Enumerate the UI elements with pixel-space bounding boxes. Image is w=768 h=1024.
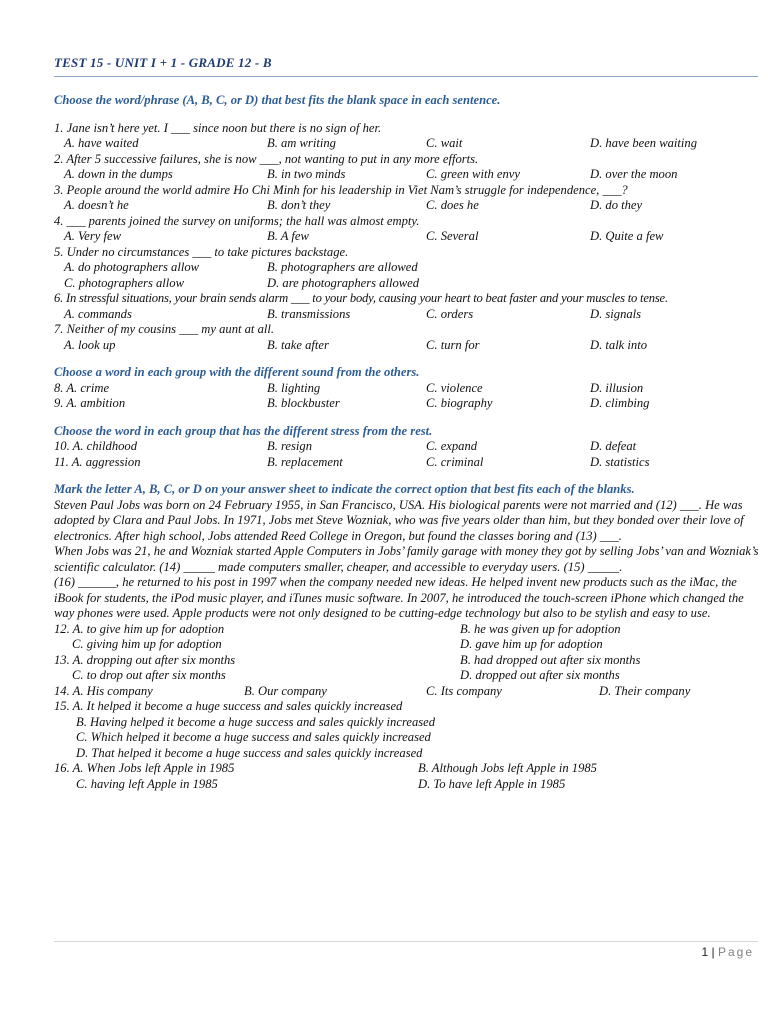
option-a: 12. A. to give him up for adoption (54, 621, 225, 636)
option-d: D. climbing (590, 396, 650, 410)
option-d: D. That helped it become a huge success and sales quickly increased (76, 745, 423, 760)
option-b: B. photographers are allowed (267, 260, 418, 274)
section-heading-vocabulary: Choose the word/phrase (A, B, C, or D) that best fits the blank space in each sentence. (54, 93, 501, 107)
page-label: Page (717, 945, 754, 959)
option-a: 11. A. aggression (54, 454, 141, 469)
option-b: B. in two minds (267, 167, 346, 181)
option-d: D. To have left Apple in 1985 (418, 776, 566, 791)
option-b: B. A few (267, 229, 309, 243)
options-row-12b (54, 637, 762, 653)
option-b: B. resign (267, 439, 313, 453)
question-6: 6. In stressful situations, your brain sends alarm ___ to your body, causing your heart to beat faster and your muscles to tense. (54, 291, 668, 305)
option-a: 16. A. When Jobs left Apple in 1985 (54, 761, 235, 775)
option-a: A. Very few (64, 229, 122, 243)
title-divider (54, 76, 758, 77)
option-d: D. dropped out after six months (460, 668, 620, 682)
question-4: 4. ___ parents joined the survey on uniforms; the hall was almost empty. (54, 213, 420, 228)
option-d: D. signals (590, 306, 642, 321)
option-d: D. gave him up for adoption (460, 637, 603, 651)
option-a: 9. A. ambition (54, 396, 126, 410)
option-d: D. Quite a few (590, 229, 664, 243)
options-row-13a (54, 653, 762, 669)
question-3: 3. People around the world admire Ho Chi Minh for his leadership in Viet Nam’s struggle for independence, ___? (54, 182, 628, 197)
options-row-14 (54, 684, 762, 700)
options-row-15c (54, 730, 762, 746)
option-b: B. Our company (244, 683, 327, 698)
option-d: D. statistics (590, 454, 650, 469)
options-row-11 (54, 455, 762, 471)
option-c: C. Its company (426, 683, 502, 698)
footer-separator: | (708, 945, 718, 959)
option-a: A. look up (64, 337, 116, 352)
page-footer (701, 945, 754, 959)
option-b: B. Having helped it become a huge success and sales quickly increased (76, 714, 436, 729)
option-d: D. over the moon (590, 167, 678, 181)
option-c: C. green with envy (426, 167, 520, 181)
question-5: 5. Under no circumstances ___ to take pictures backstage. (54, 244, 349, 259)
option-c: C. criminal (426, 454, 484, 469)
option-b: B. take after (267, 337, 329, 352)
option-a: 14. A. His company (54, 683, 153, 698)
options-row-4 (54, 229, 762, 245)
option-b: B. don’t they (267, 198, 331, 212)
option-c: C. to drop out after six months (72, 668, 226, 682)
option-a: 8. A. crime (54, 380, 110, 395)
option-b: B. transmissions (267, 306, 351, 321)
option-a: A. doesn’t he (64, 198, 129, 212)
options-row-16b (54, 777, 762, 793)
option-c: C. violence (426, 380, 483, 395)
option-c: C. Which helped it become a huge success and sales quickly increased (76, 730, 431, 744)
section-heading-stress: Choose the word in each group that has the different stress from the rest. (54, 423, 433, 438)
option-c: C. giving him up for adoption (72, 637, 222, 651)
options-row-3 (54, 198, 762, 214)
passage-paragraph-1: Steven Paul Jobs was born on 24 February 1955, in San Francisco, USA. His biological parents were not married and (12) ___. He was adopted by Clara and Paul Jobs. In 1971, Jobs met Steve Wozniak, who was five years older than him, but they bonded over their love of electronics. After high school, Jobs attended Reed College in Oregon, but found the classes boring and (13) ___. (54, 497, 744, 543)
option-c: C. does he (426, 198, 479, 212)
option-c: C. expand (426, 439, 478, 453)
option-a: A. commands (64, 306, 132, 321)
page-number: 1 (701, 945, 709, 959)
options-row-2 (54, 167, 762, 183)
option-a: A. down in the dumps (64, 167, 173, 181)
options-row-5a (54, 260, 762, 276)
option-a: 13. A. dropping out after six months (54, 652, 236, 667)
option-b: B. had dropped out after six months (460, 652, 641, 667)
option-a: 15. A. It helped it become a huge success and sales quickly increased (54, 699, 403, 713)
passage-paragraph-2: When Jobs was 21, he and Wozniak started Apple Computers in Jobs’ family garage with money they got by selling Jobs’ van and Wozniak’s scientific calculator. (14) _____ made computers smaller, cheaper, and accessible to everyday users. (15) _____. (54, 544, 759, 574)
options-row-1 (54, 136, 762, 152)
section-heading-pronunciation: Choose a word in each group with the different sound from the others. (54, 365, 420, 379)
options-row-9 (54, 396, 762, 412)
option-a: A. do photographers allow (64, 260, 200, 274)
option-b: B. he was given up for adoption (460, 621, 621, 636)
question-2: 2. After 5 successive failures, she is now ___, not wanting to put in any more efforts. (54, 151, 479, 166)
question-1: 1. Jane isn’t here yet. I ___ since noon but there is no sign of her. (54, 120, 382, 135)
option-b: B. Although Jobs left Apple in 1985 (418, 761, 597, 775)
option-d: D. are photographers allowed (267, 275, 420, 290)
option-c: C. wait (426, 136, 463, 150)
test-content (54, 93, 762, 792)
options-row-6 (54, 307, 762, 323)
option-d: D. illusion (590, 380, 644, 395)
option-d: D. do they (590, 198, 643, 212)
test-title: TEST 15 - UNIT I + 1 - GRADE 12 - B (54, 55, 272, 70)
options-row-12a (54, 622, 762, 638)
section-heading-cloze: Mark the letter A, B, C, or D on your answer sheet to indicate the correct option that best fits each of the blanks. (54, 482, 635, 496)
options-row-15a (54, 699, 762, 715)
options-row-15b (54, 715, 762, 731)
option-c: C. turn for (426, 337, 480, 352)
option-b: B. blockbuster (267, 396, 340, 410)
option-a: 10. A. childhood (54, 439, 138, 453)
option-c: C. Several (426, 229, 479, 243)
option-b: B. replacement (267, 454, 343, 469)
options-row-7 (54, 338, 762, 354)
option-a: A. have waited (64, 136, 139, 150)
option-c: C. biography (426, 396, 493, 410)
option-c: C. orders (426, 306, 474, 321)
options-row-8 (54, 381, 762, 397)
option-d: D. Their company (599, 683, 691, 698)
options-row-5b (54, 276, 762, 292)
option-c: C. photographers allow (64, 275, 185, 290)
options-row-16a (54, 761, 762, 777)
option-b: B. am writing (267, 136, 336, 150)
passage-paragraph-3: (16) ______, he returned to his post in 1997 when the company needed new ideas. He helped invent new products such as the iMac, the iBook for students, the iPod music player, and iTunes music software. In 2007, he introduced the touch-screen iPhone which changed the way phones were used. Apple products were not only designed to be cutting-edge technology but also to be stylish and easy to use. (54, 575, 744, 620)
options-row-15d (54, 746, 762, 762)
option-c: C. having left Apple in 1985 (76, 776, 218, 791)
options-row-10 (54, 439, 762, 455)
question-7: 7. Neither of my cousins ___ my aunt at all. (54, 322, 275, 336)
option-b: B. lighting (267, 380, 321, 395)
option-d: D. talk into (590, 337, 648, 352)
footer-divider (54, 941, 758, 942)
option-d: D. have been waiting (590, 136, 698, 150)
options-row-13b (54, 668, 762, 684)
option-d: D. defeat (590, 439, 637, 453)
